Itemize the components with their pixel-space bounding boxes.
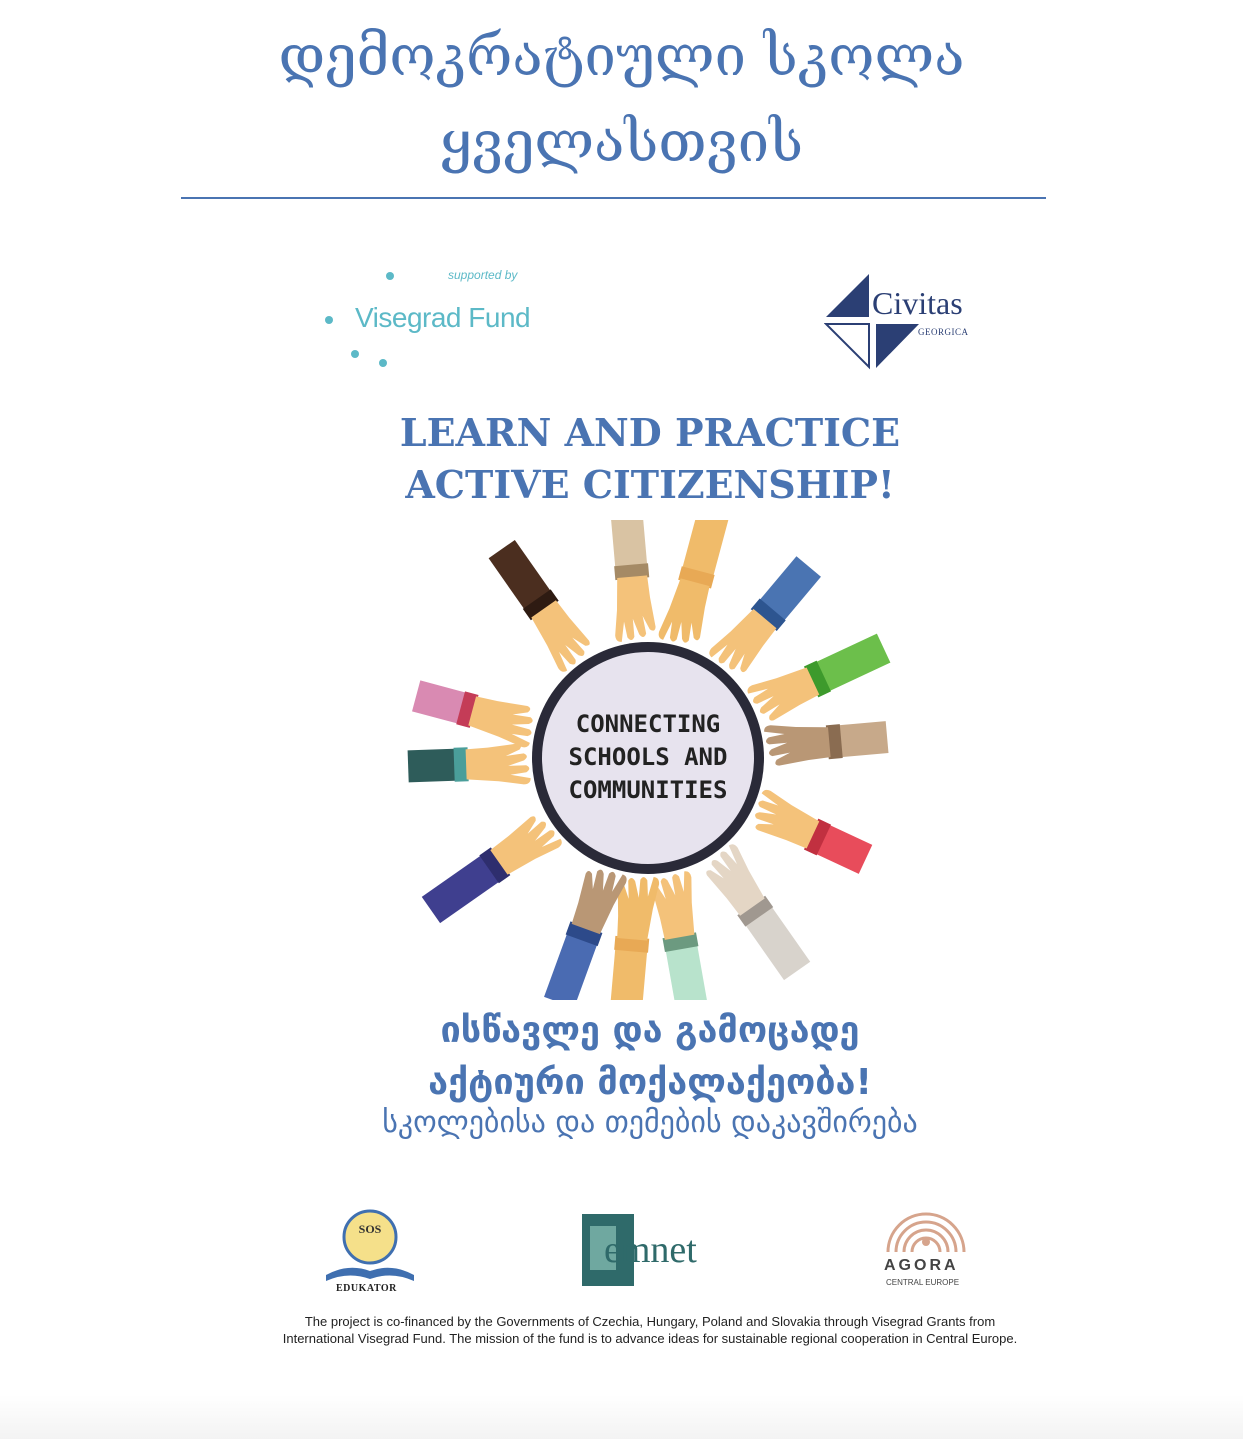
hand-3 xyxy=(603,520,657,642)
civitas-name: Civitas xyxy=(872,285,963,321)
title-divider xyxy=(181,197,1046,199)
logo-dot xyxy=(325,316,333,324)
agora-subtitle: CENTRAL EUROPE xyxy=(886,1278,960,1287)
hand-palm xyxy=(657,577,713,649)
hand-palm xyxy=(467,693,539,749)
hand-palm xyxy=(764,720,831,766)
hand-palm xyxy=(465,743,530,786)
visegrad-fund-name: Visegrad Fund xyxy=(355,302,531,333)
hand-9 xyxy=(700,842,815,982)
center-text-line-2: SCHOOLS AND xyxy=(568,743,728,771)
hand-sleeve xyxy=(836,721,889,757)
hand-2 xyxy=(484,538,596,674)
funding-note xyxy=(250,1313,1050,1347)
agora-amphitheatre-icon xyxy=(884,1198,968,1254)
poster-title-line-1: LEARN AND PRACTICE xyxy=(399,410,901,455)
poster-title-line-2: ACTIVE CITIZENSHIP! xyxy=(405,462,895,507)
hand-6 xyxy=(746,628,892,725)
hand-palm xyxy=(610,575,656,642)
georgian-subtitle: სკოლებისა და თემების დაკავშირება xyxy=(382,1105,918,1140)
visegrad-supported-by: supported by xyxy=(448,268,518,282)
hand-8 xyxy=(747,788,875,877)
demnet-name: emnet xyxy=(604,1229,697,1271)
edukator-name: EDUKATOR xyxy=(336,1283,397,1294)
edukator-sos-text: SOS xyxy=(358,1222,382,1236)
logo-dot xyxy=(379,359,387,367)
funding-note-line-2: International Visegrad Fund. The mission of the fund is to advance ideas for sustainable regional cooperation in Central Europe. xyxy=(282,1331,1018,1346)
hand-5 xyxy=(707,552,823,679)
agora-name: AGORA xyxy=(884,1257,959,1274)
page-title-line-2: ყველასთვის xyxy=(439,110,804,175)
hand-7 xyxy=(764,715,889,766)
hand-sleeve xyxy=(665,942,709,1000)
civitas-subtitle: GEORGICA xyxy=(918,327,969,337)
hand-4 xyxy=(657,520,737,649)
hands-circle-illustration xyxy=(360,520,940,1000)
edukator-book-icon xyxy=(320,1205,420,1285)
hand-13 xyxy=(420,810,564,928)
center-text-line-1: CONNECTING xyxy=(575,710,721,738)
hand-sleeve xyxy=(609,520,647,570)
georgian-slogan-line-2: აქტიური მოქალაქეობა! xyxy=(428,1062,872,1103)
logo-dot xyxy=(351,350,359,358)
hand-sleeve xyxy=(408,749,459,783)
logo-dot xyxy=(386,272,394,280)
hand-14 xyxy=(407,743,530,788)
hand-sleeve xyxy=(607,946,647,1000)
page-bottom-shade xyxy=(0,1395,1243,1439)
page-title-line-1: დემოკრატიული სკოლა xyxy=(278,24,965,89)
georgian-slogan-line-1: ისწავლე და გამოცადე xyxy=(440,1010,860,1051)
hand-1 xyxy=(410,678,538,749)
funding-note-line-1: The project is co-financed by the Governments of Czechia, Hungary, Poland and Slovakia through Visegrad Grants from xyxy=(304,1314,996,1329)
hand-10 xyxy=(650,870,715,1000)
center-text-line-3: COMMUNITIES xyxy=(568,776,728,804)
